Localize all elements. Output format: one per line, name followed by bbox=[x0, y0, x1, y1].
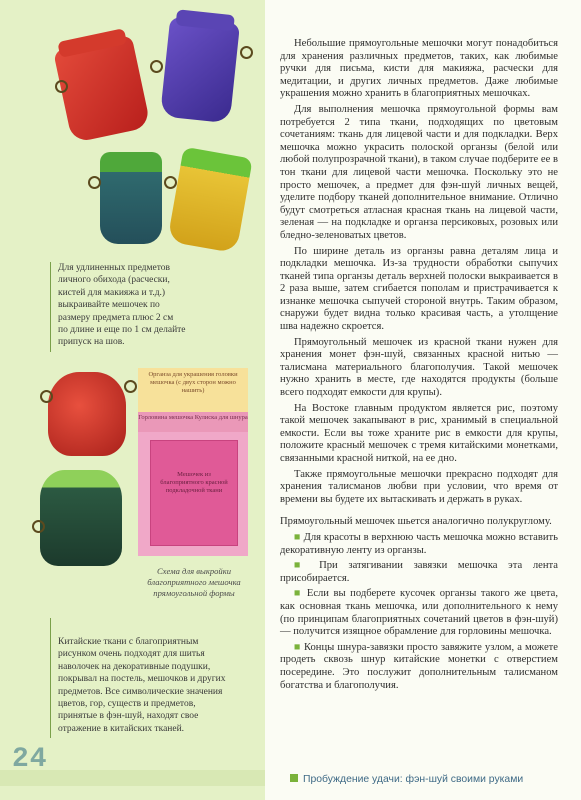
diagram-inner-label: Мешочек из благоприятного красной подкладочной ткани bbox=[160, 471, 228, 494]
running-footer bbox=[290, 774, 523, 785]
bullet-text: Концы шнура-завязки просто завяжите узлом, а можете продеть сквозь шнур китайские монетки с отверстием посередине. Это послужит дополнительным талисманом богатства и благополучия. bbox=[280, 641, 558, 691]
caption-line: Для удлиненных предметов bbox=[58, 263, 171, 273]
paragraph: На Востоке главным продуктом является рис, поэтому такой мешочек закапывают в рис, хранимый в специальной емкости. Если вы тоже храните рис в емкости для крупы, положите красный мешочек с тремя китайскими монетками, связанными красной ниткой, на ее дно. bbox=[280, 402, 558, 464]
paragraph: Небольшие прямоугольные мешочки могут понадобиться для хранения различных предметов, таких, как любимые ручки для письма, кисти для макияжа, расчески для медитации, и других личных предметов. Даже любимые украшения можно хранить в благоприятных мешочках. bbox=[280, 38, 558, 100]
caption-rule bbox=[50, 262, 51, 352]
coin-icon bbox=[88, 176, 101, 189]
caption-line: размеру предмета плюс 2 см bbox=[58, 312, 174, 323]
page-number: 24 bbox=[12, 744, 48, 775]
coin-icon bbox=[40, 390, 53, 403]
caption-line: по длине и еще по 1 см делайте bbox=[58, 325, 186, 336]
paragraph: Прямоугольный мешочек из красной ткани нужен для хранения монет фэн-шуй, связанных красной нитью — талисмана материального благополучия. Такой мешочек нужно хранить в месте, где находятся продукты (больше всего подходят емкости для крупы). bbox=[280, 336, 558, 399]
caption-line: выкраивайте мешочек по bbox=[58, 300, 160, 311]
paragraph: Для выполнения мешочка прямоугольной формы вам потребуется 2 типа ткани, подходящих по цветовым сочетаниям: ткань для лицевой части и для подкладки. Верх мешочка можно украсить полоской органзы (белой или любой полупрозрачной ткани), в таком случае подберите ее в тон ткани для лицевой части мешочка. Поскольку это не просто мешочек, а предмет для фэн-шуй личных вещей, уделите подбору тканей дополнительное внимание. Отлично будут смотреться атласная красная ткань на лицевой части, зеленая — на подкладке и органза персиковых, розовых или бледно-зеленоватых цветов. bbox=[280, 103, 558, 241]
coin-icon bbox=[32, 520, 45, 533]
bullet-item bbox=[280, 560, 558, 585]
caption-line: принятые в фэн-шуй, находят свое bbox=[58, 711, 199, 722]
coin-icon bbox=[124, 380, 137, 393]
dark-green-pouch-photo bbox=[40, 470, 122, 566]
caption-line: предметов. Все символические значения bbox=[58, 686, 223, 697]
bullet-icon: ■ bbox=[294, 588, 303, 600]
bullet-item bbox=[280, 588, 558, 638]
bullet-item bbox=[280, 532, 558, 557]
diagram-caption: Схема для выкройки благоприятного мешочка прямоугольной формы bbox=[147, 566, 241, 598]
caption-line: отражение в китайских тканей. bbox=[58, 723, 185, 734]
red-silk-pouch-photo bbox=[48, 372, 126, 456]
diagram-seam-label: Горловина мешочка Кулиска для шнура bbox=[138, 412, 248, 432]
caption-top bbox=[58, 262, 258, 349]
coin-icon bbox=[55, 80, 68, 93]
footer-square-icon bbox=[290, 774, 298, 782]
coin-icon bbox=[150, 60, 163, 73]
main-text bbox=[280, 38, 558, 695]
caption-rule bbox=[50, 618, 51, 738]
caption-line: Китайские ткани с благоприятным bbox=[58, 637, 199, 647]
footer-title: Пробуждение удачи: фэн-шуй своими руками bbox=[303, 774, 524, 785]
paragraph: По ширине деталь из органзы равна деталям лица и подкладки мешочка. Из-за трудности обработки сыпучих тканей типа органзы деталь верхней полоски выкраивается в 2 раза выше, затем сгибается пополам и пристрачивается к изнанке мешочка сыпучей стороной внутрь. Таким образом, снаружи будет видна только красивая часть, а утолщение шва надежно скроется. bbox=[280, 245, 558, 333]
bullet-icon: ■ bbox=[294, 531, 301, 543]
caption-line: личного обихода (расчески, bbox=[58, 275, 170, 286]
caption-line: цветов, гор, существ и предметов, bbox=[58, 699, 196, 710]
caption-bottom bbox=[58, 636, 263, 735]
caption-line: рисунком очень подходят для шитья bbox=[58, 649, 205, 660]
diagram-pouch-panel bbox=[150, 440, 238, 546]
coin-icon bbox=[164, 176, 177, 189]
caption-line: наволочек на декоративные подушки, bbox=[58, 661, 211, 672]
bullet-icon: ■ bbox=[294, 560, 309, 572]
bullet-text: Если вы подберете кусочек органзы такого же цвета, как основная ткань мешочка, или дополнительного к нему (по принципам благоприятных сочетаний цветов в фэн-шуй) — получится изящное обрамление для горловины мешочка. bbox=[280, 588, 559, 638]
bullet-text: При затягивании завязки мешочка эта лента присобирается. bbox=[280, 560, 558, 584]
green-pouch-photo bbox=[100, 152, 162, 244]
caption-line: покрывал на постель, мешочков и других bbox=[58, 674, 226, 685]
intro-paragraph: Прямоугольный мешочек шьется аналогично полукруглому. bbox=[280, 516, 552, 528]
caption-line: кистей для макияжа и т.д.) bbox=[58, 287, 166, 298]
paragraph: Также прямоугольные мешочки прекрасно подходят для хранения талисманов любви при условии, что время от времени вы будете их вытаскивать и держать в руках. bbox=[280, 468, 558, 505]
bullet-text: Для красоты в верхнюю часть мешочка можно вставить декоративную ленту из органзы. bbox=[280, 531, 559, 556]
caption-line: припуск на шов. bbox=[58, 337, 125, 348]
bullet-item bbox=[280, 642, 558, 692]
bullet-icon: ■ bbox=[294, 641, 301, 653]
diagram-organza-label: Органза для украшения головки мешочка (с двух сторон можно нашить) bbox=[138, 368, 248, 412]
coin-icon bbox=[240, 46, 253, 59]
purple-pouch-photo bbox=[160, 17, 240, 124]
pattern-diagram bbox=[138, 368, 248, 556]
